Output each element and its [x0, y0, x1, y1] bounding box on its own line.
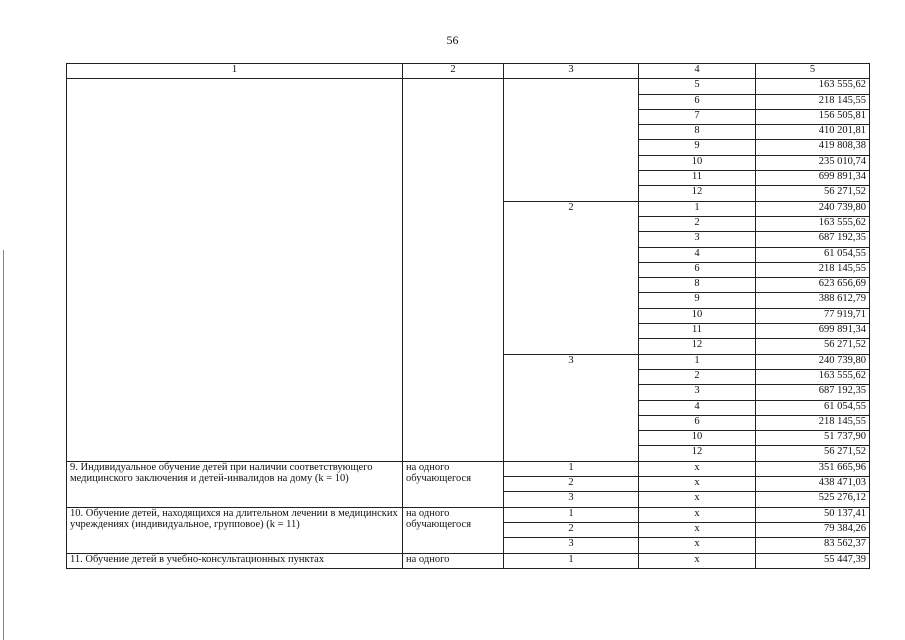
value-cell: 77 919,71 — [756, 308, 870, 323]
value-cell: 218 145,55 — [756, 262, 870, 277]
month-cell: 10 — [639, 308, 756, 323]
tariff-table — [66, 63, 870, 569]
month-cell: 4 — [639, 247, 756, 262]
month-cell: x — [639, 477, 756, 492]
month-cell: 12 — [639, 446, 756, 461]
value-cell: 235 010,74 — [756, 155, 870, 170]
value-cell: 83 562,37 — [756, 538, 870, 553]
header-col-5: 5 — [756, 64, 870, 79]
service-name-cell: 9. Индивидуальное обучение детей при наличии соответствующего медицинского заключения и детей-инвалидов на дому (k = 10) — [67, 461, 403, 507]
table-row — [67, 461, 870, 476]
group-cell: 3 — [504, 538, 639, 553]
month-cell: 11 — [639, 171, 756, 186]
month-cell: 8 — [639, 125, 756, 140]
value-cell: 79 384,26 — [756, 522, 870, 537]
month-cell: 9 — [639, 140, 756, 155]
value-cell: 218 145,55 — [756, 94, 870, 109]
month-cell: 11 — [639, 324, 756, 339]
value-cell: 687 192,35 — [756, 385, 870, 400]
month-cell: 7 — [639, 109, 756, 124]
header-col-1: 1 — [67, 64, 403, 79]
value-cell: 163 555,62 — [756, 369, 870, 384]
value-cell: 218 145,55 — [756, 415, 870, 430]
header-col-2: 2 — [403, 64, 504, 79]
month-cell: x — [639, 507, 756, 522]
value-cell: 699 891,34 — [756, 171, 870, 186]
header-col-3: 3 — [504, 64, 639, 79]
value-cell: 56 271,52 — [756, 186, 870, 201]
group-label-cell: 2 — [504, 201, 639, 354]
month-cell: x — [639, 492, 756, 507]
group-label-cell — [504, 79, 639, 201]
value-cell: 51 737,90 — [756, 431, 870, 446]
month-cell: 3 — [639, 232, 756, 247]
value-cell: 163 555,62 — [756, 79, 870, 94]
header-row — [67, 64, 870, 79]
month-cell: 1 — [639, 354, 756, 369]
value-cell: 438 471,03 — [756, 477, 870, 492]
month-cell: 2 — [639, 369, 756, 384]
value-cell: 351 665,96 — [756, 461, 870, 476]
service-name-cell: 10. Обучение детей, находящихся на длительном лечении в медицинских учреждениях (индивидуальное, групповое) (k = 11) — [67, 507, 403, 553]
group-cell: 3 — [504, 492, 639, 507]
value-cell: 699 891,34 — [756, 324, 870, 339]
value-cell: 419 808,38 — [756, 140, 870, 155]
month-cell: x — [639, 538, 756, 553]
month-cell: 8 — [639, 278, 756, 293]
group-label-cell: 3 — [504, 354, 639, 461]
value-cell: 156 505,81 — [756, 109, 870, 124]
month-cell: 6 — [639, 94, 756, 109]
empty-unit-cell — [403, 79, 504, 461]
month-cell: x — [639, 461, 756, 476]
month-cell: x — [639, 553, 756, 568]
header-col-4: 4 — [639, 64, 756, 79]
group-cell: 1 — [504, 461, 639, 476]
empty-name-cell — [67, 79, 403, 461]
group-cell: 1 — [504, 507, 639, 522]
group-cell: 1 — [504, 553, 639, 568]
value-cell: 525 276,12 — [756, 492, 870, 507]
month-cell: 5 — [639, 79, 756, 94]
month-cell: 6 — [639, 262, 756, 277]
group-cell: 2 — [504, 522, 639, 537]
unit-cell: на одного — [403, 553, 504, 568]
value-cell: 623 656,69 — [756, 278, 870, 293]
value-cell: 388 612,79 — [756, 293, 870, 308]
month-cell: 2 — [639, 216, 756, 231]
value-cell: 687 192,35 — [756, 232, 870, 247]
month-cell: 12 — [639, 186, 756, 201]
table-row — [67, 507, 870, 522]
month-cell: 3 — [639, 385, 756, 400]
month-cell: 12 — [639, 339, 756, 354]
month-cell: 10 — [639, 155, 756, 170]
month-cell: x — [639, 522, 756, 537]
value-cell: 55 447,39 — [756, 553, 870, 568]
table-row — [67, 553, 870, 568]
month-cell: 1 — [639, 201, 756, 216]
month-cell: 9 — [639, 293, 756, 308]
value-cell: 61 054,55 — [756, 247, 870, 262]
scan-edge-line — [3, 250, 4, 640]
service-name-cell: 11. Обучение детей в учебно-консультационных пунктах — [67, 553, 403, 568]
value-cell: 50 137,41 — [756, 507, 870, 522]
value-cell: 240 739,80 — [756, 354, 870, 369]
value-cell: 240 739,80 — [756, 201, 870, 216]
value-cell: 56 271,52 — [756, 446, 870, 461]
unit-cell: на одного обучающегося — [403, 507, 504, 553]
unit-cell: на одного обучающегося — [403, 461, 504, 507]
value-cell: 410 201,81 — [756, 125, 870, 140]
month-cell: 6 — [639, 415, 756, 430]
month-cell: 10 — [639, 431, 756, 446]
group-cell: 2 — [504, 477, 639, 492]
value-cell: 163 555,62 — [756, 216, 870, 231]
value-cell: 56 271,52 — [756, 339, 870, 354]
table-row — [67, 79, 870, 94]
value-cell: 61 054,55 — [756, 400, 870, 415]
page-number: 56 — [446, 33, 459, 47]
month-cell: 4 — [639, 400, 756, 415]
